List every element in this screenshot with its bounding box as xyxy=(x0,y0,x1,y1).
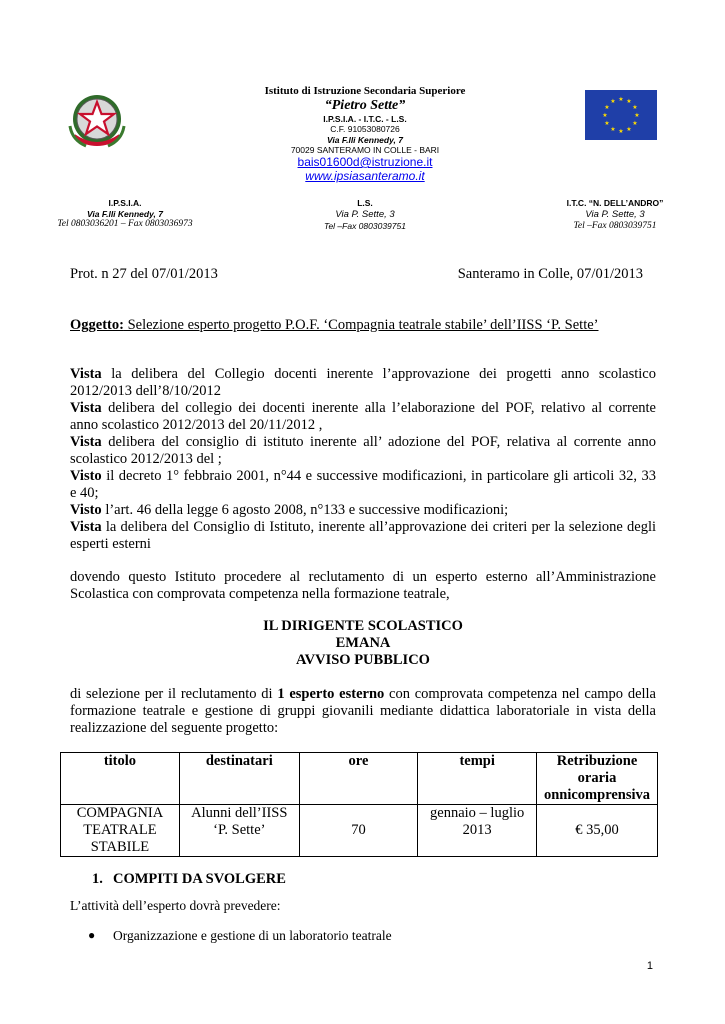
branch-address: Via F.lli Kennedy, 7 xyxy=(87,208,163,219)
school-acronyms: I.P.S.I.A. - I.T.C. - L.S. xyxy=(323,114,407,125)
selection-line: di selezione per il reclutamento di 1 esperto esterno con comprovata competenza nel campo della xyxy=(70,686,656,702)
premise-line: Scolastica con comprovata competenza nella formazione teatrale, xyxy=(70,586,450,602)
table-cell: Alunni dell’IISS ‘P. Sette’ xyxy=(179,805,299,857)
selection-line: realizzazione del seguente progetto: xyxy=(70,720,279,736)
section-number: 1. xyxy=(92,871,103,887)
consideration-line: esperti esterni xyxy=(70,536,151,552)
branch-title: I.P.S.I.A. xyxy=(108,198,142,208)
letterhead xyxy=(200,85,530,184)
column-header: ore xyxy=(299,753,418,805)
school-name: “Pietro Sette” xyxy=(324,98,406,114)
consideration-line: scolastico 2012/2013 del ; xyxy=(70,451,222,467)
consideration-line: anno scolastico 2012/2013 del 20/11/2012 , xyxy=(70,417,323,433)
consideration-line: Vista delibera del collegio dei docenti inerente alla l’elaborazione del POF, relativo al corrente xyxy=(70,400,656,416)
column-header: tempi xyxy=(418,753,537,805)
svg-text:★: ★ xyxy=(604,120,610,127)
announcement-title: EMANA xyxy=(335,635,391,651)
branch-address: Via P. Sette, 3 xyxy=(585,208,645,220)
branch-title: I.T.C. “N. DELL’ANDRO” xyxy=(566,198,664,208)
subject-label: Oggetto: xyxy=(70,317,124,333)
selection-line: formazione teatrale e gestione di gruppi giovanili mediante didattica laboratoriale in vista della xyxy=(70,703,656,719)
svg-text:★: ★ xyxy=(632,120,638,127)
column-header: titolo xyxy=(61,753,180,805)
bullet-icon: ● xyxy=(88,928,96,942)
table-header-row xyxy=(61,753,658,805)
branch-contact: Tel –Fax 0803039751 xyxy=(573,220,657,231)
consideration-line: Vista la delibera del Consiglio di Istituto, inerente all’approvazione dei criteri per la selezione degli xyxy=(70,519,656,535)
branch-address: Via P. Sette, 3 xyxy=(335,208,395,220)
section-title: COMPITI DA SVOLGERE xyxy=(113,871,286,887)
consideration-line: Vista la delibera del Collegio docenti inerente l’approvazione dei progetti anno scolastico xyxy=(70,366,656,382)
subject-text: Selezione esperto progetto P.O.F. ‘Compagnia teatrale stabile’ dell’IISS ‘P. Sette’ xyxy=(123,317,599,333)
table-row xyxy=(61,805,658,857)
svg-text:★: ★ xyxy=(602,112,608,119)
page-number: 1 xyxy=(646,960,653,972)
website-link[interactable]: www.ipsiasanteramo.it xyxy=(305,169,425,184)
branch-itc xyxy=(520,198,710,232)
school-city: 70029 SANTERAMO IN COLLE - BARI xyxy=(290,144,440,155)
branch-contact: Tel 0803036201 – Fax 0803036973 xyxy=(57,219,193,230)
section-intro: L’attività dell’esperto dovrà prevedere: xyxy=(70,898,281,913)
table-cell: € 35,00 xyxy=(537,805,658,857)
consideration-line: Visto il decreto 1° febbraio 2001, n°44 e successive modificazioni, in particolare gli articoli 32, 33 xyxy=(70,468,656,484)
branch-ls xyxy=(280,198,450,231)
svg-text:★: ★ xyxy=(626,126,632,133)
consideration-line: e 40; xyxy=(70,485,99,501)
svg-text:★: ★ xyxy=(618,128,624,135)
premise-line: dovendo questo Istituto procedere al reclutamento di un esperto esterno all’Amministrazione xyxy=(70,569,656,585)
fiscal-code: C.F. 91053080726 xyxy=(330,124,400,135)
svg-text:★: ★ xyxy=(634,112,640,119)
project-table xyxy=(60,752,658,857)
svg-text:★: ★ xyxy=(626,98,632,105)
place-date: Santeramo in Colle, 07/01/2013 xyxy=(457,266,643,282)
protocol-number: Prot. n 27 del 07/01/2013 xyxy=(70,266,218,282)
table-cell: COMPAGNIA TEATRALE STABILE xyxy=(61,805,180,857)
branch-title: L.S. xyxy=(357,198,373,208)
svg-text:★: ★ xyxy=(610,126,616,133)
table-cell: gennaio – luglio 2013 xyxy=(418,805,537,857)
svg-text:★: ★ xyxy=(618,96,624,103)
svg-text:★: ★ xyxy=(604,104,610,111)
announcement-title: IL DIRIGENTE SCOLASTICO xyxy=(263,618,463,634)
consideration-line: Vista delibera del consiglio di istituto inerente all’ adozione del POF, relativa al corrente anno xyxy=(70,434,656,450)
column-header: Retribuzione oraria onnicomprensiva xyxy=(537,753,658,805)
institute-heading: Istituto di Istruzione Secondaria Superiore xyxy=(264,85,466,97)
branch-contact: Tel –Fax 0803039751 xyxy=(324,220,406,231)
svg-text:★: ★ xyxy=(610,98,616,105)
branch-ipsia xyxy=(40,198,210,231)
consideration-line: 2012/2013 dell’8/10/2012 xyxy=(70,383,222,399)
subject-line xyxy=(70,317,656,334)
announcement-title: AVVISO PUBBLICO xyxy=(296,652,430,668)
column-header: destinatari xyxy=(179,753,299,805)
school-address: Via F.lli Kennedy, 7 xyxy=(327,134,403,145)
italian-republic-emblem xyxy=(60,88,134,156)
svg-text:★: ★ xyxy=(632,104,638,111)
list-item: Organizzazione e gestione di un laboratorio teatrale xyxy=(113,928,392,943)
table-cell: 70 xyxy=(299,805,418,857)
email-link[interactable]: bais01600d@istruzione.it xyxy=(297,155,433,170)
consideration-line: Visto l’art. 46 della legge 6 agosto 2008, n°133 e successive modificazioni; xyxy=(70,502,509,518)
eu-flag xyxy=(585,90,657,140)
